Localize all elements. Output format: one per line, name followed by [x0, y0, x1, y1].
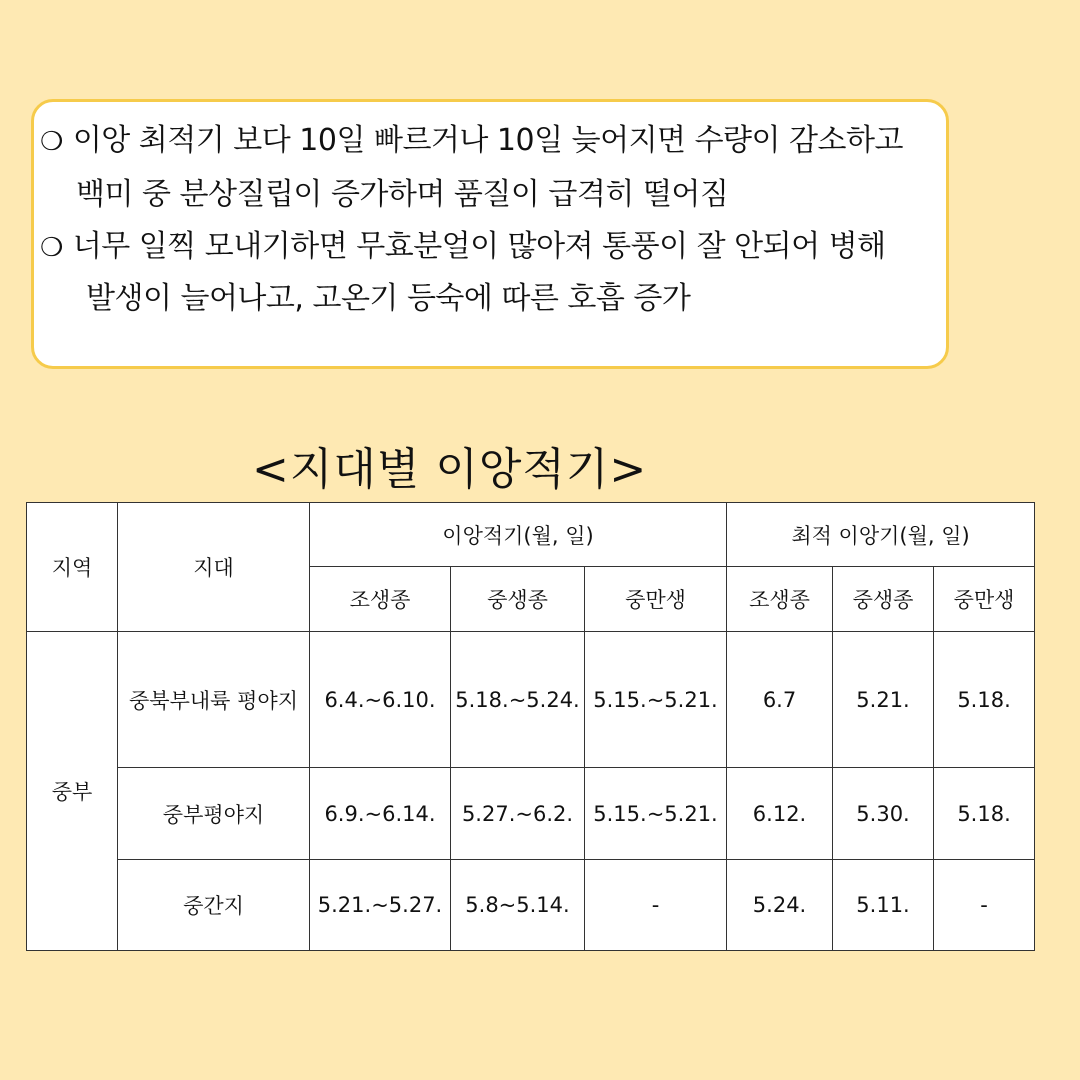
- header-zone: 지대: [118, 503, 310, 632]
- note-text-3: 너무 일찍 모내기하면 무효분얼이 많아져 통풍이 잘 안되어 병해: [72, 229, 886, 264]
- table-cell: -: [934, 860, 1035, 951]
- bullet-circle-icon: ❍: [40, 127, 63, 157]
- header-row-1: [27, 503, 1035, 567]
- note-text-4: 발생이 늘어나고, 고온기 등숙에 따른 호흡 증가: [86, 281, 691, 316]
- planting-period-table: [26, 502, 1035, 951]
- table-cell: 5.18.: [934, 768, 1035, 860]
- table-cell: 5.11.: [833, 860, 934, 951]
- table-cell: 5.18.: [934, 632, 1035, 768]
- region-cell: 중부: [27, 632, 118, 951]
- header-optimal-mid: 중생종: [833, 567, 934, 632]
- header-optimal-early: 조생종: [727, 567, 833, 632]
- table-cell: 5.8~5.14.: [451, 860, 585, 951]
- table-cell: 6.4.~6.10.: [310, 632, 451, 768]
- table-cell: 5.21.~5.27.: [310, 860, 451, 951]
- header-region: 지역: [27, 503, 118, 632]
- note-line-2: [76, 175, 728, 215]
- note-line-4: [86, 279, 690, 319]
- header-optimal-midlate: 중만생: [934, 567, 1035, 632]
- table-row: [27, 860, 1035, 951]
- table-cell: 5.18.~5.24.: [451, 632, 585, 768]
- table-cell: 6.12.: [727, 768, 833, 860]
- table-cell: 5.21.: [833, 632, 934, 768]
- zone-cell: 중간지: [118, 860, 310, 951]
- header-optimal-group: 최적 이앙기(월, 일): [727, 503, 1035, 567]
- table-cell: -: [585, 860, 727, 951]
- note-line-3: [40, 227, 886, 268]
- header-period-midlate: 중만생: [585, 567, 727, 632]
- table-row: [27, 768, 1035, 860]
- table-cell: 5.15.~5.21.: [585, 768, 727, 860]
- note-text-1: 이앙 최적기 보다 10일 빠르거나 10일 늦어지면 수량이 감소하고: [72, 123, 903, 158]
- header-period-early: 조생종: [310, 567, 451, 632]
- table-cell: 5.27.~6.2.: [451, 768, 585, 860]
- table-cell: 6.9.~6.14.: [310, 768, 451, 860]
- table-cell: 6.7: [727, 632, 833, 768]
- table-cell: 5.24.: [727, 860, 833, 951]
- zone-cell: 중북부내륙 평야지: [118, 632, 310, 768]
- note-text-2: 백미 중 분상질립이 증가하며 품질이 급격히 떨어짐: [76, 177, 729, 212]
- note-line-1: [40, 121, 903, 162]
- header-period-mid: 중생종: [451, 567, 585, 632]
- bullet-circle-icon: ❍: [40, 233, 63, 263]
- table-cell: 5.15.~5.21.: [585, 632, 727, 768]
- table-cell: 5.30.: [833, 768, 934, 860]
- header-period-group: 이앙적기(월, 일): [310, 503, 727, 567]
- note-box: [31, 99, 949, 369]
- table-row: [27, 632, 1035, 768]
- section-title: <지대별 이앙적기>: [252, 444, 648, 495]
- zone-cell: 중부평야지: [118, 768, 310, 860]
